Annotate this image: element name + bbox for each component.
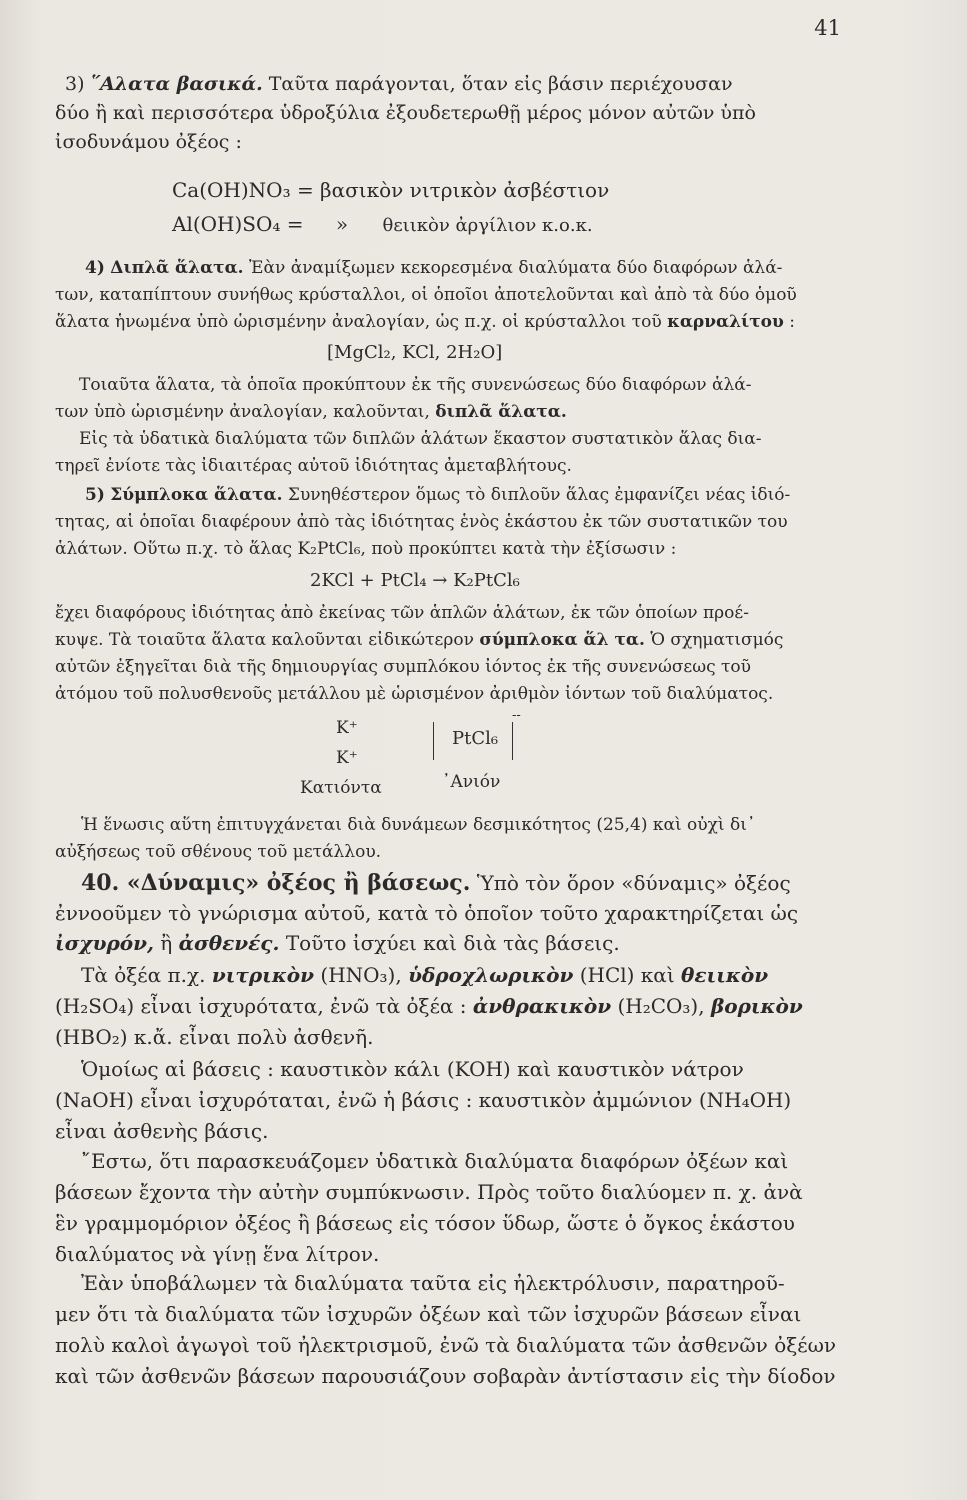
- text-line: των ὑπὸ ὡρισμένην ἀναλογίαν, καλοῦνται,: [55, 402, 430, 422]
- formula-carnallite: [MgCl₂, KCl, 2H₂O]: [327, 342, 503, 363]
- formula-calcium-nitrate: Ca(OH)NO₃ = βασικὸν νιτρικὸν ἀσβέστιον: [172, 178, 610, 202]
- cation-k: K⁺: [336, 718, 358, 738]
- text-line: Ταῦτα παράγονται, ὅταν εἰς βάσιν περιέχουσαν: [268, 73, 733, 95]
- text-line: (HNO₃),: [320, 963, 402, 987]
- text-line: (H₂SO₄) εἶναι ἰσχυρότατα, ἐνῶ τὰ ὀξέα :: [55, 994, 467, 1018]
- text-line: τητας, αἱ ὁποῖαι διαφέρουν ἀπὸ τὰς ἰδιότητας ἑνὸς ἑκάστου ἐκ τῶν συστατικῶν του: [55, 512, 788, 532]
- bold-term: ἀσθενές.: [178, 931, 280, 955]
- text-line: ἅλατα ἡνωμένα ὑπὸ ὡρισμένην ἀναλογίαν, ὡς π.χ. οἱ κρύσταλλοι τοῦ: [55, 312, 662, 332]
- text-line: βάσεων ἔχοντα τὴν αὐτὴν συμπύκνωσιν. Πρὸς τοῦτο διαλύομεν π. χ. ἀνὰ: [55, 1180, 803, 1204]
- text-line: Ὁμοίως αἱ βάσεις : καυστικὸν κάλι (KOH) καὶ καυστικὸν νάτρον: [81, 1057, 744, 1081]
- section-number: 4): [85, 258, 105, 278]
- text-line: Τοῦτο ἰσχύει καὶ διὰ τὰς βάσεις.: [285, 931, 620, 955]
- formula-aluminium-sulfate: [172, 212, 593, 236]
- anion-charge: --: [512, 708, 521, 723]
- text-line: Εἰς τὰ ὑδατικὰ διαλύματα τῶν διπλῶν ἁλάτων ἕκαστον συστατικὸν ἅλας δια-: [79, 429, 762, 449]
- text-line: διαλύματος νὰ γίνῃ ἕνα λίτρον.: [55, 1242, 380, 1266]
- text-line: εἶναι ἀσθενὴς βάσις.: [55, 1119, 269, 1143]
- text-line: Ὁ σχηματισμός: [650, 630, 784, 650]
- text-line: (NaOH) εἶναι ἰσχυρόταται, ἐνῶ ἡ βάσις : καυστικὸν ἀμμώνιον (NH₄OH): [55, 1088, 792, 1112]
- text-line: Τοιαῦτα ἅλατα, τὰ ὁποῖα προκύπτουν ἐκ τῆς συνενώσεως δύο διαφόρων ἁλά-: [79, 375, 752, 395]
- text-line: ἐννοοῦμεν τὸ γνώρισμα αὐτοῦ, κατὰ τὸ ὁποῖον τοῦτο χαρακτηρίζεται ὡς: [55, 901, 799, 925]
- text-line: Ὑπὸ τὸν ὅρον «δύναμις» ὀξέος: [476, 871, 791, 895]
- anion-label: ᾿Ανιόν: [442, 772, 501, 792]
- bold-term: διπλᾶ ἅλατα.: [435, 402, 567, 422]
- paragraph-complex-salts: [55, 600, 875, 708]
- text-line: πολὺ καλοὶ ἀγωγοὶ τοῦ ἠλεκτρισμοῦ, ἐνῶ τὰ διαλύματα τῶν ἀσθενῶν ὀξέων: [55, 1333, 837, 1357]
- section-title: Διπλᾶ ἅλατα.: [110, 258, 244, 278]
- text-line: ἔχει διαφόρους ἰδιότητας ἀπὸ ἐκείνας τῶν ἁπλῶν ἁλάτων, ἐκ τῶν ὁποίων προέ-: [55, 603, 749, 623]
- paragraph-electrolysis: [55, 1268, 875, 1392]
- text-line: Ἡ ἕνωσις αὕτη ἐπιτυγχάνεται διὰ δυνάμεων δεσμικότητος (25,4) καὶ οὐχὶ δι᾿: [81, 815, 756, 835]
- text-line: Συνηθέστερον ὅμως τὸ διπλοῦν ἅλας ἐμφανίζει νέας ἰδιό-: [287, 485, 791, 505]
- section-number: 5): [85, 485, 105, 505]
- text-line: ἓν γραμμομόριον ὀξέος ἢ βάσεως εἰς τόσον ὕδωρ, ὥστε ὁ ὄγκος ἑκάστου: [55, 1211, 795, 1235]
- paragraph-acids: [55, 960, 875, 1053]
- text-line: (HCl) καὶ: [579, 963, 675, 987]
- bold-term: καρναλίτου: [667, 312, 784, 332]
- text-line: Ἐὰν ἀναμίξωμεν κεκορεσμένα διαλύματα δύο διαφόρων ἁλά-: [249, 258, 783, 278]
- section-heading: 40. «Δύναμις» ὀξέος ἢ βάσεως.: [81, 870, 471, 896]
- ditto-mark: »: [335, 212, 349, 236]
- section-title: ῞Αλατα βασικά.: [90, 73, 263, 95]
- text-line: Ἐὰν ὑποβάλωμεν τὰ διαλύματα ταῦτα εἰς ἠλεκτρόλυσιν, παρατηροῦ-: [81, 1271, 785, 1295]
- text-line: αὐτῶν ἐξηγεῖται διὰ τῆς δημιουργίας συμπλόκου ἰόντος ἐκ τῆς συνενώσεως τοῦ: [55, 657, 751, 677]
- text-line: (HBO₂) κ.ἄ. εἶναι πολὺ ἀσθενῆ.: [55, 1025, 374, 1049]
- formula-text: Al(OH)SO₄ =: [172, 212, 304, 236]
- text-line: τηρεῖ ἐνίοτε τὰς ἰδιαιτέρας αὐτοῦ ἰδιότητας ἀμεταβλήτους.: [55, 456, 572, 476]
- section-40-acid-strength: [55, 868, 875, 958]
- bold-term: θειικὸν: [681, 963, 769, 987]
- section-title: Σύμπλοκα ἅλατα.: [110, 485, 283, 505]
- paragraph-bases: [55, 1054, 875, 1147]
- text-line: μεν ὅτι τὰ διαλύματα τῶν ἰσχυρῶν ὀξέων καὶ τῶν ἰσχυρῶν βάσεων εἶναι: [55, 1302, 802, 1326]
- paragraph-bond: [55, 812, 875, 866]
- cation-k: K⁺: [336, 748, 358, 768]
- bold-term: βορικὸν: [710, 994, 803, 1018]
- formula-text: θειικὸν ἀργίλιον κ.ο.κ.: [382, 215, 593, 236]
- text-line: κυψε. Τὰ τοιαῦτα ἅλατα καλοῦνται εἰδικώτερον: [55, 630, 474, 650]
- section-number: 3): [65, 73, 85, 95]
- paragraph-double-salts: [55, 372, 875, 480]
- text-line: Τὰ ὀξέα π.χ.: [81, 963, 206, 987]
- text-line: ἁλάτων. Οὕτω π.χ. τὸ ἅλας K₂PtCl₆, ποὺ προκύπτει κατὰ τὴν ἐξίσωσιν :: [55, 539, 677, 559]
- text-line: καὶ τῶν ἀσθενῶν βάσεων παρουσιάζουν σοβαρὰν ἀντίστασιν εἰς τὴν δίοδον: [55, 1364, 836, 1388]
- section-complex-salts: [55, 482, 875, 563]
- text-line: ἰσοδυνάμου ὀξέος :: [55, 131, 242, 153]
- section-basic-salts: [55, 70, 875, 157]
- page-number: 41: [814, 16, 841, 40]
- text-line: δύο ἢ καὶ περισσότερα ὑδροξύλια ἐξουδετερωθῇ μέρος μόνον αὐτῶν ὑπὸ: [55, 102, 756, 124]
- bold-term: ὑδροχλωρικὸν: [408, 963, 574, 987]
- text-line: ἀτόμου τοῦ πολυσθενοῦς μετάλλου μὲ ὡρισμένον ἀριθμὸν ἰόντων τοῦ διαλύματος.: [55, 684, 774, 704]
- formula-complex-reaction: 2KCl + PtCl₄ → K₂PtCl₆: [310, 570, 520, 591]
- section-double-salts: [55, 255, 875, 336]
- text-line: ῎Εστω, ὅτι παρασκευάζομεν ὑδατικὰ διαλύματα διαφόρων ὀξέων καὶ: [81, 1149, 789, 1173]
- bold-term: ἰσχυρόν,: [55, 931, 154, 955]
- text-line: :: [789, 312, 795, 332]
- text-line: ἢ: [160, 931, 173, 955]
- text-line: (H₂CO₃),: [617, 994, 705, 1018]
- text-line: αὐξήσεως τοῦ σθένους τοῦ μετάλλου.: [55, 842, 382, 862]
- anion-formula: PtCl₆: [452, 728, 499, 749]
- cation-label: Κατιόντα: [300, 778, 382, 798]
- bold-term: νιτρικὸν: [211, 963, 315, 987]
- bold-term: ἀνθρακικὸν: [472, 994, 612, 1018]
- text-line: των, καταπίπτουν συνήθως κρύσταλλοι, οἱ ὁποῖοι ἀποτελοῦνται καὶ ἀπὸ τὰ δύο ὁμοῦ: [55, 285, 797, 305]
- paragraph-solutions: [55, 1146, 875, 1270]
- bold-term: σύμπλοκα ἅλ τα.: [479, 630, 645, 650]
